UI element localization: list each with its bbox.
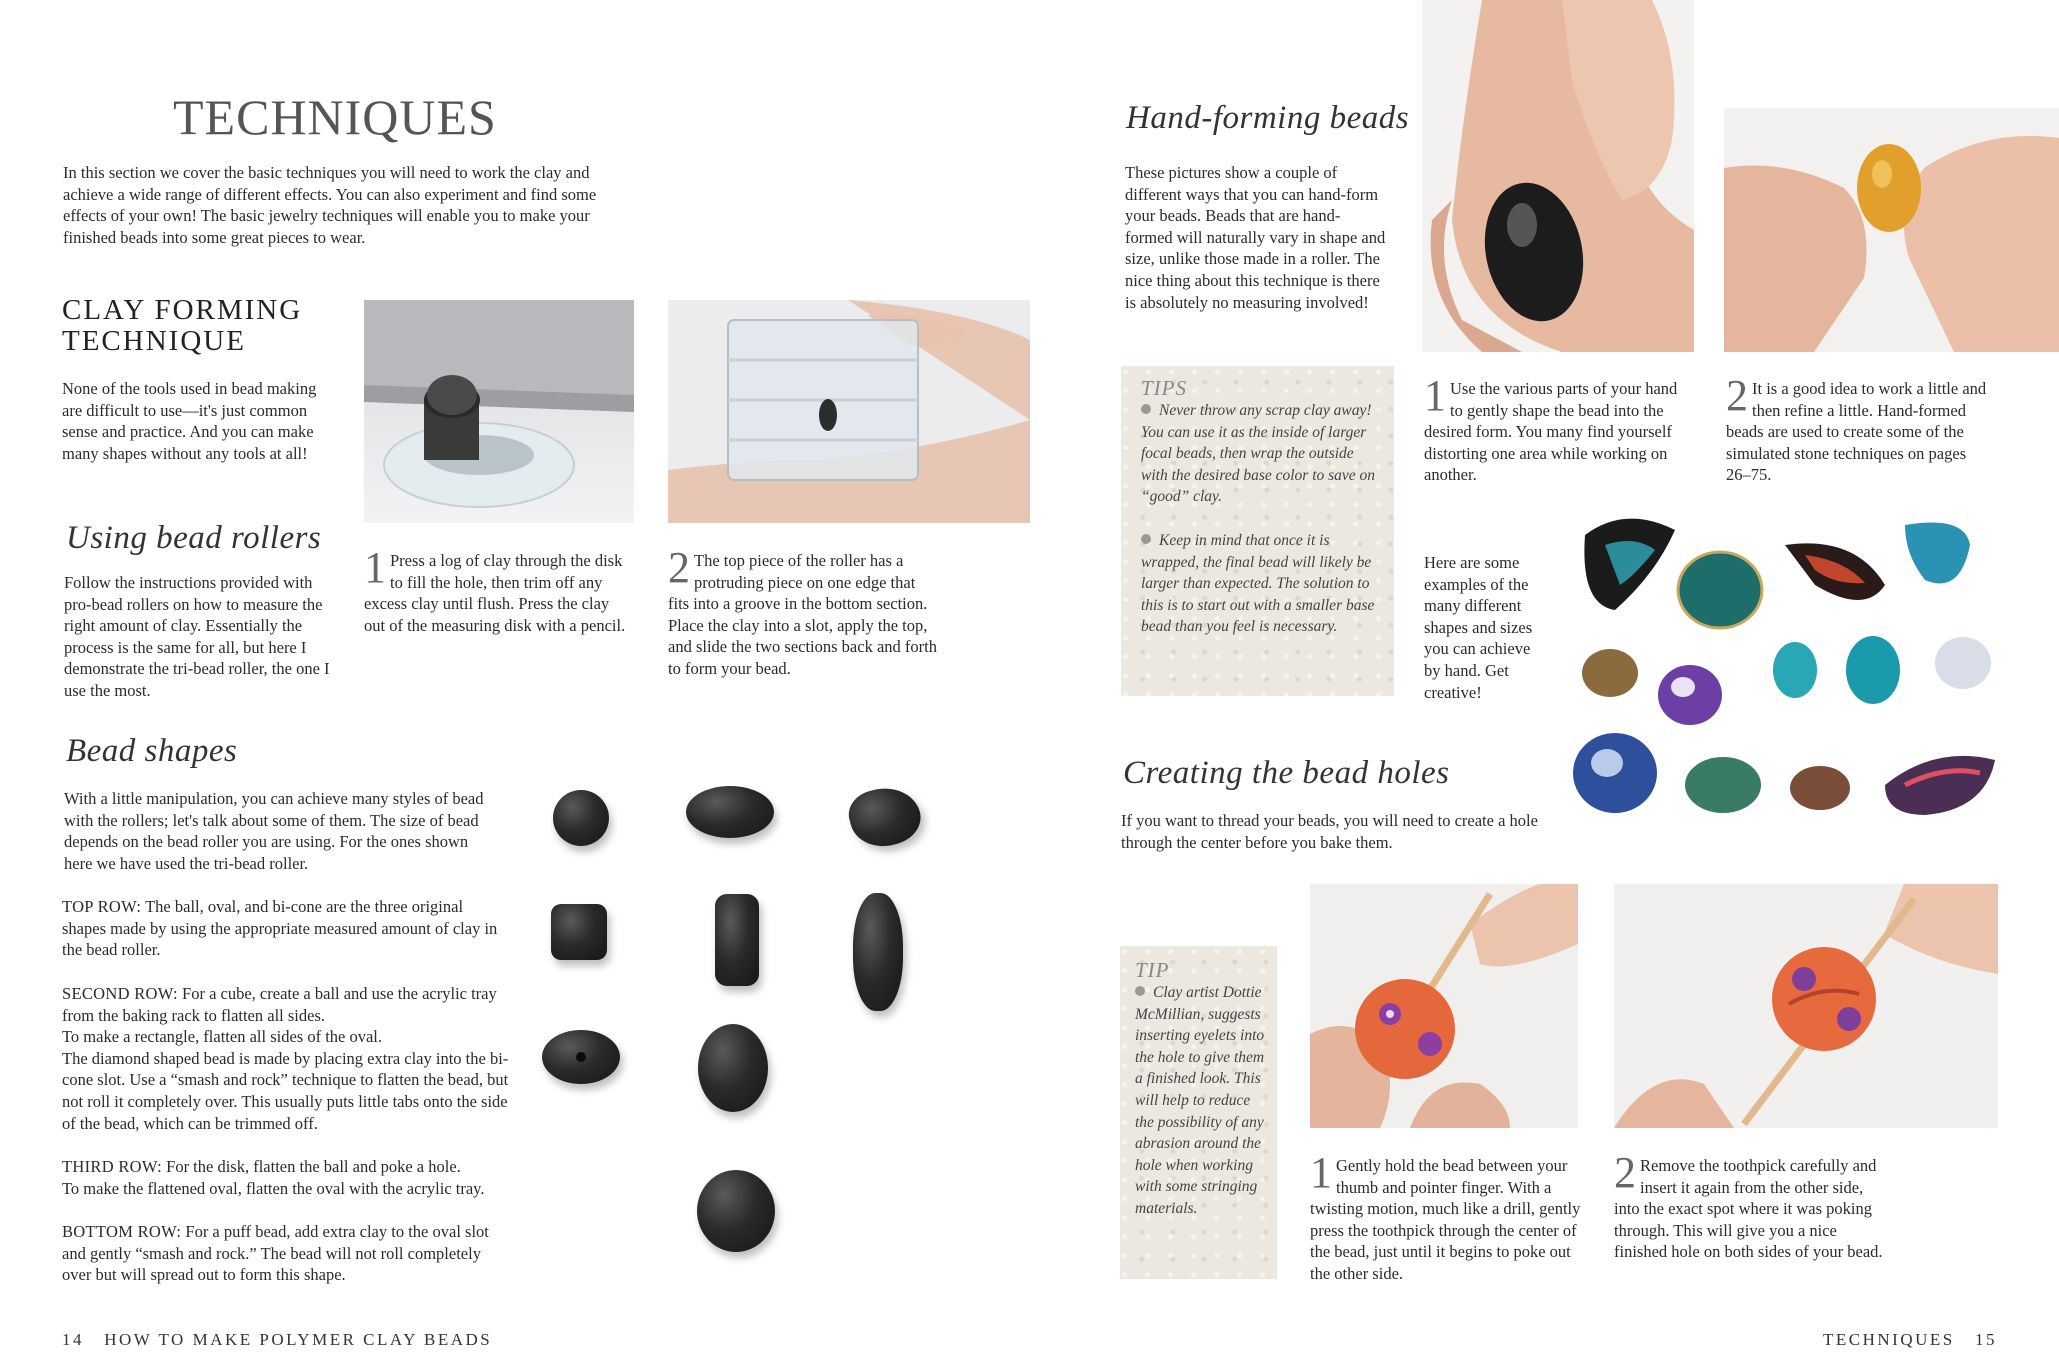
tips-heading: TIPS bbox=[1141, 376, 1187, 400]
step-number: 2 bbox=[1614, 1148, 1636, 1197]
disk-bead bbox=[542, 1030, 620, 1084]
row-label: BOTTOM ROW: bbox=[62, 1222, 182, 1241]
tip-box bbox=[1120, 946, 1277, 1279]
bicone-bead bbox=[844, 780, 927, 854]
top-row-text bbox=[62, 896, 502, 961]
example-beads-photo bbox=[1565, 505, 2005, 835]
measuring-disk-photo bbox=[364, 300, 634, 523]
bullet-icon bbox=[1141, 534, 1151, 544]
hole-step-2 bbox=[1614, 1148, 1886, 1263]
hand-shaping-illustration-1 bbox=[1422, 0, 1694, 352]
tip-heading: TIP bbox=[1135, 958, 1170, 982]
bead-holes-heading: Creating the bead holes bbox=[1123, 755, 1450, 791]
step-text: The top piece of the roller has a protruding piece on one edge that fits into a groove in the bottom section. Place the clay into a slot, apply the top, and slide the two sections back and forth to form your bead. bbox=[668, 551, 937, 678]
flattened-oval-bead bbox=[698, 1024, 768, 1112]
hand-step-1 bbox=[1424, 371, 1689, 486]
page-title: TECHNIQUES bbox=[173, 89, 497, 145]
tip-2 bbox=[1141, 530, 1381, 638]
page-number: 15 bbox=[1974, 1330, 1997, 1349]
step-number: 2 bbox=[668, 543, 690, 592]
hand-shaping-photo-2 bbox=[1724, 108, 2059, 352]
third-row-text bbox=[62, 1156, 512, 1199]
row-text: For a puff bead, add extra clay to the oval slot and gently “smash and rock.” The bead will not roll completely over but will spread out to form this shape. bbox=[62, 1222, 489, 1285]
ball-bead bbox=[553, 790, 609, 846]
intro-text: In this section we cover the basic techniques you will need to work the clay and achieve a wide range of different effects. You can also experiment and find some effects of your own! The basic jewelry techniques will enable you to make your finished beads into some great pieces to wear. bbox=[63, 163, 597, 247]
clay-forming-text: None of the tools used in bead making are difficult to use—it's just common sense and practice. And you can make many shapes without any tools at all! bbox=[62, 379, 317, 463]
tip-text: Keep in mind that once it is wrapped, the final bead will likely be larger than expected. The solution to this is to start out with a smaller base bead than you feel is necessary. bbox=[1141, 532, 1375, 636]
rectangle-bead bbox=[715, 894, 759, 986]
roller-step-2 bbox=[668, 543, 940, 680]
row-text: The diamond shaped bead is made by placing extra clay into the bi-cone slot. Use a “smash and rock” technique to flatten the bead, but not roll it completely over. This usually puts little tabs onto the side of the bead, which can be trimmed off. bbox=[62, 1048, 509, 1133]
step-text: Use the various parts of your hand to gently shape the bead into the desired form. You many find yourself distorting one area while working on another. bbox=[1424, 379, 1678, 485]
step-text: Gently hold the bead between your thumb and pointer finger. With a twisting motion, much like a drill, gently press the toothpick through the center of the bead, just until it begins to poke out the other side. bbox=[1310, 1156, 1581, 1283]
bead-examples-text: Here are some examples of the many different shapes and sizes you can achieve by hand. Get creative! bbox=[1424, 553, 1533, 702]
step-number: 1 bbox=[1310, 1148, 1332, 1197]
diamond-bead bbox=[853, 893, 903, 1011]
row-text: For the disk, flatten the ball and poke a hole. bbox=[162, 1157, 461, 1176]
second-row-text bbox=[62, 983, 512, 1134]
bead-shapes-heading: Bead shapes bbox=[66, 733, 238, 769]
bead-roller-illustration bbox=[668, 300, 1030, 523]
row-text: To make the flattened oval, flatten the oval with the acrylic tray. bbox=[62, 1178, 485, 1198]
tip-1 bbox=[1141, 400, 1381, 508]
row-label: SECOND ROW: bbox=[62, 984, 178, 1003]
toothpick-photo-1 bbox=[1310, 884, 1578, 1128]
right-footer bbox=[1823, 1330, 1997, 1350]
row-text: To make a rectangle, flatten all sides of the oval. bbox=[62, 1027, 383, 1047]
hand-forming-heading: Hand-forming beads bbox=[1126, 100, 1410, 136]
hole-step-1 bbox=[1310, 1148, 1582, 1285]
roller-step-1 bbox=[364, 543, 634, 636]
footer-section-title: TECHNIQUES bbox=[1823, 1330, 1955, 1349]
step-text: Remove the toothpick carefully and insert it again from the other side, into the exact spot where it was poking through. This will give you a nice finished hole on both sides of your bead. bbox=[1614, 1156, 1883, 1262]
bead-rollers-heading: Using bead rollers bbox=[66, 520, 322, 556]
step-text: Press a log of clay through the disk to fill the hole, then trim off any excess clay until flush. Press the clay out of the measuring disk with a pencil. bbox=[364, 551, 626, 635]
step-number: 1 bbox=[364, 543, 386, 592]
tip-text: Clay artist Dottie McMillian, suggests inserting eyelets into the hole to give them a finished look. This will help to reduce the possibility of any abrasion around the hole when working with some stringing materials. bbox=[1135, 984, 1265, 1217]
page-number: 14 bbox=[62, 1330, 84, 1349]
row-label: TOP ROW: bbox=[62, 897, 142, 916]
step-number: 2 bbox=[1726, 371, 1748, 420]
oval-bead bbox=[686, 786, 774, 838]
disk-hole bbox=[576, 1052, 586, 1062]
step-number: 1 bbox=[1424, 371, 1446, 420]
clay-forming-heading bbox=[62, 295, 302, 357]
toothpick-illustration-2 bbox=[1614, 884, 1998, 1128]
toothpick-illustration-1 bbox=[1310, 884, 1578, 1128]
row-label: THIRD ROW: bbox=[62, 1157, 163, 1176]
tips-box bbox=[1121, 366, 1394, 696]
bead-roller-photo bbox=[668, 300, 1030, 523]
left-footer bbox=[62, 1330, 492, 1350]
bead-holes-text: If you want to thread your beads, you will need to create a hole through the center before you bake them. bbox=[1121, 811, 1538, 852]
cube-bead bbox=[551, 904, 607, 960]
tip-text: Never throw any scrap clay away! You can use it as the inside of larger focal beads, then wrap the outside with the desired base color to save on “good” clay. bbox=[1141, 402, 1376, 506]
row-text: The ball, oval, and bi-cone are the three original shapes made by using the appropriate measured amount of clay in the bead roller. bbox=[62, 897, 498, 960]
hand-shaping-illustration-2 bbox=[1724, 108, 2059, 352]
footer-book-title: HOW TO MAKE POLYMER CLAY BEADS bbox=[104, 1330, 493, 1349]
clay-forming-heading-line2: TECHNIQUE bbox=[62, 325, 246, 357]
hand-forming-text: These pictures show a couple of different ways that you can hand-form your beads. Beads that are hand-formed will naturally vary in shape and size, unlike those made in a roller. The nice thing about this technique is there is absolutely no measuring involved! bbox=[1125, 163, 1386, 312]
clay-forming-heading-line1: CLAY FORMING bbox=[62, 294, 303, 326]
bead-rollers-text: Follow the instructions provided with pro-bead rollers on how to measure the right amount of clay. Essentially the process is the same for all, but here I demonstrate the tri-bead roller, the one I use the most. bbox=[64, 573, 330, 700]
toothpick-photo-2 bbox=[1614, 884, 1998, 1128]
tip-content bbox=[1135, 982, 1270, 1220]
example-beads-illustration bbox=[1565, 505, 2005, 835]
bottom-row-text bbox=[62, 1221, 502, 1286]
measuring-disk-illustration bbox=[364, 300, 634, 523]
bullet-icon bbox=[1135, 986, 1145, 996]
row-text: For a cube, create a ball and use the acrylic tray from the baking rack to flatten all sides. bbox=[62, 984, 497, 1025]
bullet-icon bbox=[1141, 404, 1151, 414]
hand-step-2 bbox=[1726, 371, 1991, 486]
bead-shapes-text: With a little manipulation, you can achieve many styles of bead with the rollers; let's talk about some of them. The size of bead depends on the bead roller you are using. For the ones shown here we have used the tri-bead roller. bbox=[64, 789, 484, 873]
puff-bead bbox=[697, 1170, 775, 1252]
step-text: It is a good idea to work a little and then refine a little. Hand-formed beads are used to create some of the simulated stone techniques on pages 26–75. bbox=[1726, 379, 1987, 485]
hand-shaping-photo-1 bbox=[1422, 0, 1694, 352]
